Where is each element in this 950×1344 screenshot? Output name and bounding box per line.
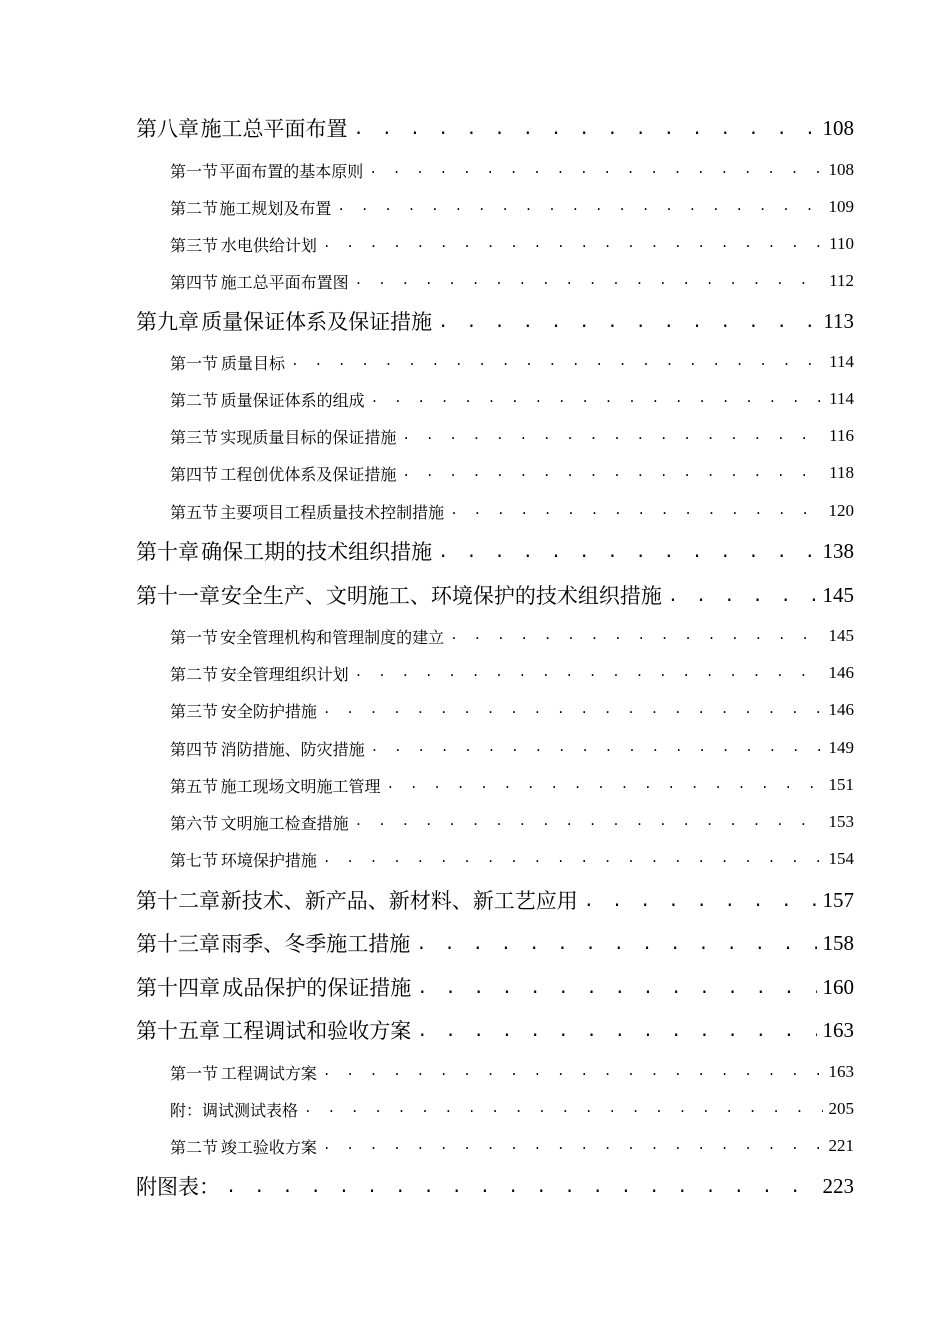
toc-entry-label: 第二节	[170, 198, 219, 218]
dot-leader	[438, 543, 816, 560]
toc-chapter-9[interactable]	[136, 304, 854, 338]
toc-section[interactable]	[170, 734, 854, 762]
toc-chapter-12[interactable]	[136, 883, 854, 917]
toc-appendix[interactable]	[170, 1095, 854, 1123]
dot-leader	[416, 935, 816, 952]
toc-entry-page: 163	[822, 1017, 854, 1042]
toc-section[interactable]	[170, 385, 854, 413]
toc-entry-label: 第十三章	[136, 932, 220, 956]
toc-section[interactable]	[170, 230, 854, 258]
toc-entry-page: 160	[822, 974, 854, 999]
toc-entry-label: 第五节	[170, 776, 219, 796]
dot-leader	[417, 1022, 816, 1039]
toc-entry-title: 安全防护措施	[220, 701, 317, 721]
toc-entry-label: 第一节	[170, 353, 219, 373]
toc-chapter-11[interactable]	[136, 578, 854, 612]
dot-leader	[226, 1178, 817, 1195]
toc-section[interactable]	[170, 845, 854, 873]
toc-entry-label: 第一节	[170, 627, 219, 647]
toc-entry-label: 第一节	[170, 161, 219, 181]
toc-entry-title: 施工现场文明施工管理	[220, 776, 381, 796]
toc-chapter-14[interactable]	[136, 970, 854, 1004]
toc-entry-page: 114	[829, 389, 854, 408]
toc-entry-label: 第三节	[170, 701, 219, 721]
toc-entry-title: 竣工验收方案	[220, 1137, 317, 1157]
dot-leader	[304, 1103, 822, 1116]
toc-entry-label: 第十一章	[136, 584, 220, 608]
dot-leader	[323, 853, 823, 866]
toc-entry-label: 第八章	[136, 117, 199, 141]
toc-entry-label: 第一节	[170, 1063, 219, 1083]
toc-entry-page: 145	[828, 626, 854, 645]
toc-entry-label: 第六节	[170, 813, 219, 833]
toc-chapter-10[interactable]	[136, 534, 854, 568]
toc-entry-label: 第五节	[170, 502, 219, 522]
toc-entry-page: 154	[828, 849, 854, 868]
toc-entry-page: 205	[828, 1099, 854, 1118]
toc-entry-title: 消防措施、防灾措施	[220, 739, 365, 759]
toc-entry-page: 108	[828, 160, 854, 179]
toc-entry-title: 工程调试方案	[220, 1063, 317, 1083]
toc-attached-figures[interactable]	[136, 1169, 854, 1203]
toc-entry-page: 116	[829, 426, 854, 445]
toc-entry-title: 工程调试和验收方案	[222, 1019, 412, 1043]
dot-leader	[337, 201, 822, 214]
toc-entry-title: 质量目标	[221, 353, 286, 373]
toc-entry-title: 质量保证体系及保证措施	[201, 310, 433, 334]
toc-chapter-15[interactable]	[136, 1013, 854, 1047]
dot-leader	[438, 313, 817, 330]
toc-section[interactable]	[170, 459, 854, 487]
toc-section[interactable]	[170, 659, 854, 687]
dot-leader	[369, 164, 822, 177]
toc-entry-title: 确保工期的技术组织措施	[201, 540, 433, 564]
toc-section[interactable]	[170, 422, 854, 450]
toc-entry-label: 第二节	[170, 664, 219, 684]
toc-section[interactable]	[170, 771, 854, 799]
dot-leader	[355, 816, 823, 829]
toc-entry-page: 223	[822, 1173, 854, 1198]
toc-entry-page: 108	[822, 115, 854, 140]
toc-entry-title: 施工规划及布置	[219, 198, 332, 218]
toc-entry-label: 附图表：	[136, 1175, 220, 1199]
toc-entry-title: 实现质量目标的保证措施	[220, 427, 397, 447]
dot-leader	[386, 779, 822, 792]
dot-leader	[354, 120, 817, 137]
toc-entry-title: 质量保证体系的组成	[220, 390, 365, 410]
dot-leader	[417, 979, 816, 996]
toc-entry-title: 水电供给计划	[220, 235, 317, 255]
toc-entry-page: 158	[822, 930, 854, 955]
dot-leader	[371, 742, 823, 755]
toc-entry-label: 附：	[170, 1100, 203, 1120]
toc-section[interactable]	[170, 193, 854, 221]
dot-leader	[323, 1140, 823, 1153]
toc-entry-page: 151	[828, 775, 854, 794]
toc-entry-page: 113	[823, 308, 854, 333]
toc-entry-title: 成品保护的保证措施	[222, 976, 412, 1000]
dot-leader	[355, 667, 823, 680]
toc-chapter-13[interactable]	[136, 926, 854, 960]
toc-entry-page: 149	[828, 738, 854, 757]
toc-entry-page: 112	[829, 271, 854, 290]
toc-section[interactable]	[170, 622, 854, 650]
toc-section[interactable]	[170, 1132, 854, 1160]
toc-entry-page: 145	[822, 582, 854, 607]
toc-entry-page: 146	[828, 700, 854, 719]
toc-entry-page: 120	[828, 501, 854, 520]
dot-leader	[355, 275, 823, 288]
toc-section[interactable]	[170, 696, 854, 724]
toc-section[interactable]	[170, 497, 854, 525]
toc-entry-label: 第三节	[170, 235, 219, 255]
toc-entry-page: 110	[829, 234, 854, 253]
dot-leader	[323, 1066, 823, 1079]
dot-leader	[402, 467, 823, 480]
toc-section[interactable]	[170, 267, 854, 295]
toc-entry-page: 221	[828, 1136, 854, 1155]
toc-entry-page: 157	[822, 887, 854, 912]
dot-leader	[450, 505, 822, 518]
toc-entry-page: 138	[822, 538, 854, 563]
toc-entry-title: 安全管理组织计划	[220, 664, 349, 684]
toc-entry-title: 雨季、冬季施工措施	[221, 932, 411, 956]
toc-chapter-8[interactable]	[136, 111, 854, 145]
toc-entry-label: 第四节	[170, 739, 219, 759]
toc-entry-label: 第十五章	[136, 1019, 220, 1043]
dot-leader	[323, 238, 823, 251]
toc-entry-title: 安全管理机构和管理制度的建立	[220, 627, 445, 647]
toc-entry-page: 114	[829, 352, 854, 371]
toc-entry-page: 146	[828, 663, 854, 682]
dot-leader	[291, 356, 823, 369]
dot-leader	[584, 892, 817, 909]
toc-entry-title: 环境保护措施	[220, 850, 317, 870]
toc-entry-title: 施工总平面布置图	[220, 272, 349, 292]
toc-entry-label: 第十二章	[136, 889, 220, 913]
toc-entry-label: 第二节	[170, 390, 219, 410]
toc-entry-page: 109	[828, 197, 854, 216]
toc-entry-label: 第四节	[170, 272, 219, 292]
toc-entry-label: 第十章	[136, 540, 199, 564]
toc-entry-title: 主要项目工程质量技术控制措施	[220, 502, 445, 522]
toc-entry-title: 文明施工检查措施	[220, 813, 349, 833]
toc-entry-page: 163	[828, 1062, 854, 1081]
toc-entry-title: 安全生产、文明施工、环境保护的技术组织措施	[220, 584, 662, 608]
toc-entry-label: 第二节	[170, 1137, 219, 1157]
toc-section[interactable]	[170, 808, 854, 836]
toc-entry-label: 第四节	[170, 464, 219, 484]
toc-section[interactable]	[170, 1058, 854, 1086]
toc-entry-page: 153	[828, 812, 854, 831]
toc-section[interactable]	[170, 156, 854, 184]
toc-entry-label: 第三节	[170, 427, 219, 447]
dot-leader	[371, 393, 824, 406]
toc-entry-title: 工程创优体系及保证措施	[220, 464, 397, 484]
toc-entry-title: 新技术、新产品、新材料、新工艺应用	[220, 889, 578, 913]
toc-entry-page: 118	[829, 463, 854, 482]
dot-leader	[323, 704, 823, 717]
dot-leader	[450, 630, 822, 643]
toc-entry-title: 平面布置的基本原则	[219, 161, 364, 181]
toc-section[interactable]	[170, 348, 854, 376]
toc-entry-label: 第九章	[136, 310, 199, 334]
toc-entry-title: 施工总平面布置	[200, 117, 348, 141]
toc-entry-title: 调试测试表格	[202, 1100, 299, 1120]
toc-entry-label: 第七节	[170, 850, 219, 870]
dot-leader	[402, 430, 823, 443]
toc-entry-label: 第十四章	[136, 976, 220, 1000]
dot-leader	[668, 587, 817, 604]
